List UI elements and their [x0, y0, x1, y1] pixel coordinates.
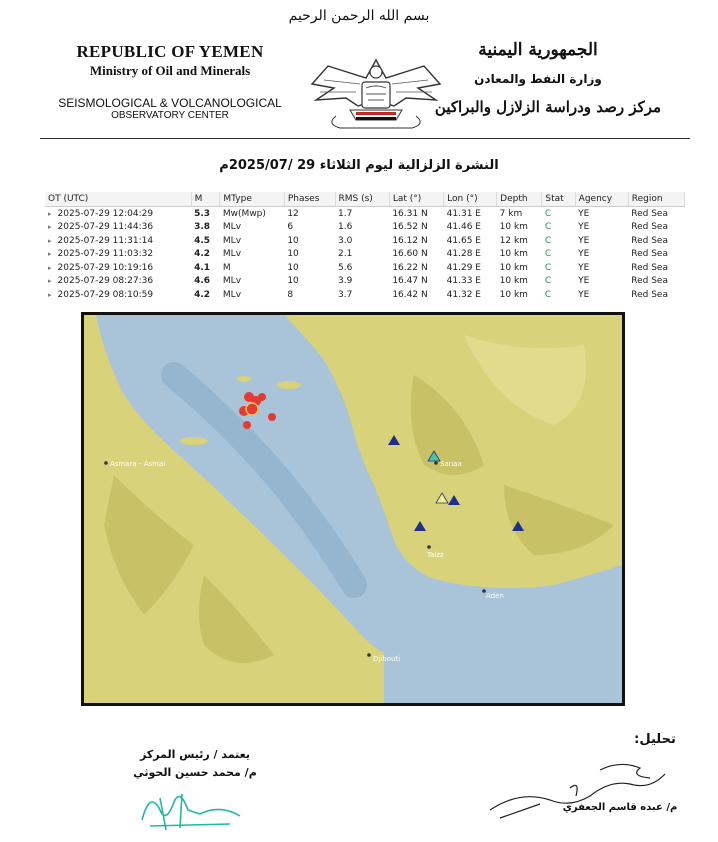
yemen-eagle-emblem-icon — [306, 54, 446, 132]
expand-arrow-icon[interactable]: ▸ — [48, 290, 52, 299]
island — [180, 437, 208, 445]
table-cell: C — [544, 208, 552, 219]
seismic-map — [81, 312, 625, 706]
ar-ministry-name: وزارة النفط والمعادن — [474, 72, 602, 86]
table-cell: 10 km — [499, 249, 528, 260]
origin-time: 2025-07-29 10:19:16 — [57, 262, 154, 273]
column-header[interactable]: Phases — [284, 192, 335, 207]
header-divider — [40, 138, 690, 139]
column-header[interactable]: Region — [628, 192, 684, 207]
table-cell: 16.12 N — [392, 235, 428, 246]
table-cell: 10 — [287, 235, 299, 246]
table-cell: Red Sea — [631, 276, 668, 287]
table-cell — [45, 234, 191, 248]
ar-country-title: الجمهورية اليمنية — [478, 40, 598, 60]
table-cell: 3.0 — [338, 235, 353, 246]
table-cell: 4.2 — [194, 249, 211, 260]
expand-arrow-icon[interactable]: ▸ — [48, 250, 52, 259]
ar-center-name: مركز رصد ودراسة الزلازل والبراكين — [434, 98, 662, 116]
table-cell — [45, 248, 191, 262]
table-cell: 10 — [287, 262, 299, 273]
table-cell: Red Sea — [631, 235, 668, 246]
table-cell: 10 km — [499, 262, 528, 273]
column-header[interactable]: RMS (s) — [335, 192, 389, 207]
table-cell: 4.2 — [194, 289, 211, 300]
en-center-name-line1: SEISMOLOGICAL & VOLCANOLOGICAL — [58, 96, 282, 110]
table-cell: C — [544, 276, 552, 287]
island — [237, 376, 251, 382]
table-cell: 41.31 E — [446, 208, 481, 219]
table-cell: Red Sea — [631, 289, 668, 300]
table-cell: C — [544, 289, 552, 300]
column-header[interactable]: Lat (°) — [389, 192, 443, 207]
column-header[interactable]: Agency — [575, 192, 628, 207]
table-row[interactable] — [45, 221, 685, 235]
city-dot — [104, 461, 108, 465]
table-cell: Red Sea — [631, 208, 668, 219]
table-cell: C — [544, 222, 552, 233]
approver-title: يعتمد / رئيس المركز — [140, 748, 250, 761]
column-header[interactable]: Lon (°) — [444, 192, 497, 207]
map-svg — [84, 315, 622, 703]
table-cell: 6 — [287, 222, 294, 233]
city-label-aden: Aden — [486, 592, 504, 600]
epicenter-marker-main — [246, 403, 258, 415]
table-cell: YE — [578, 222, 590, 233]
table-cell: YE — [578, 262, 590, 273]
table-cell: YE — [578, 276, 590, 287]
city-dot — [367, 653, 371, 657]
table-cell: 8 — [287, 289, 294, 300]
table-cell: YE — [578, 249, 590, 260]
table-cell: MLv — [222, 289, 242, 300]
table-row[interactable] — [45, 234, 685, 248]
en-center-name-line2: OBSERVATORY CENTER — [111, 110, 229, 121]
table-cell: 10 km — [499, 276, 528, 287]
basmala: بسم الله الرحمن الرحيم — [288, 8, 430, 24]
column-header[interactable]: MType — [220, 192, 284, 207]
table-cell: 1.7 — [338, 208, 353, 219]
table-cell: 3.7 — [338, 289, 353, 300]
table-cell: C — [544, 249, 552, 260]
table-row[interactable] — [45, 248, 685, 262]
table-cell: 41.65 E — [446, 235, 481, 246]
earthquake-table — [45, 192, 685, 302]
approver-name: م/ محمد حسين الحوثي — [133, 766, 257, 779]
table-cell: 16.47 N — [392, 276, 428, 287]
origin-time: 2025-07-29 11:03:32 — [57, 249, 154, 260]
table-row[interactable] — [45, 207, 685, 221]
table-cell — [45, 288, 191, 302]
origin-time: 2025-07-29 11:31:14 — [57, 235, 154, 246]
table-cell: 41.29 E — [446, 262, 481, 273]
table-row[interactable] — [45, 275, 685, 289]
table-cell: M — [222, 262, 231, 273]
table-cell: 16.52 N — [392, 222, 428, 233]
table-cell: 5.3 — [194, 208, 211, 219]
en-country-title: REPUBLIC OF YEMEN — [76, 42, 264, 61]
table-cell: 10 km — [499, 222, 528, 233]
epicenter-marker — [243, 421, 251, 429]
table-cell: 41.33 E — [446, 276, 481, 287]
table-cell — [45, 221, 191, 235]
table-cell: YE — [578, 289, 590, 300]
column-header[interactable]: Stat — [542, 192, 575, 207]
table-cell: 10 — [287, 276, 299, 287]
table-row[interactable] — [45, 261, 685, 275]
table-cell: 2.1 — [338, 249, 353, 260]
table-cell: 12 — [287, 208, 299, 219]
table-cell: 4.1 — [194, 262, 211, 273]
expand-arrow-icon[interactable]: ▸ — [48, 277, 52, 286]
table-cell: Red Sea — [631, 222, 668, 233]
table-cell: 12 km — [499, 235, 528, 246]
table-cell: Mw(Mwp) — [222, 208, 266, 219]
table-cell: 3.8 — [194, 222, 211, 233]
city-dot — [434, 461, 438, 465]
table-cell: 41.28 E — [446, 249, 481, 260]
analyst-name: م/ عبده قاسم الجعفري — [562, 802, 678, 813]
table-cell: 4.5 — [194, 235, 211, 246]
expand-arrow-icon[interactable]: ▸ — [48, 223, 52, 232]
table-cell: C — [544, 262, 552, 273]
en-ministry-name: Ministry of Oil and Minerals — [89, 63, 251, 78]
expand-arrow-icon[interactable]: ▸ — [48, 263, 52, 272]
table-cell: Red Sea — [631, 262, 668, 273]
approver-signature-icon — [130, 780, 250, 836]
origin-time: 2025-07-29 08:27:36 — [57, 276, 154, 287]
table-cell: 3.9 — [338, 276, 353, 287]
table-cell: 7 km — [499, 208, 523, 219]
table-cell: 41.46 E — [446, 222, 481, 233]
table-cell: MLv — [222, 235, 242, 246]
table-cell: YE — [578, 208, 590, 219]
expand-arrow-icon[interactable]: ▸ — [48, 236, 52, 245]
table-cell: 16.22 N — [392, 262, 428, 273]
origin-time: 2025-07-29 11:44:36 — [57, 222, 154, 233]
epicenter-marker — [268, 413, 276, 421]
table-cell: 1.6 — [338, 222, 353, 233]
table-cell: MLv — [222, 249, 242, 260]
city-label-taizz: Taizz — [427, 551, 444, 559]
origin-time: 2025-07-29 08:10:59 — [57, 289, 154, 300]
bulletin-title: النشرة الزلزالية ليوم الثلاثاء 29 /2025/07م — [219, 158, 499, 173]
table-row[interactable] — [45, 288, 685, 302]
table-cell — [45, 275, 191, 289]
origin-time: 2025-07-29 12:04:29 — [57, 208, 154, 219]
analyst-title: تحليل: — [634, 732, 676, 747]
table-cell: 10 km — [499, 289, 528, 300]
table-cell: MLv — [222, 222, 242, 233]
city-label-djibouti: Djibouti — [373, 655, 401, 663]
analyst-signature-icon — [480, 740, 680, 830]
table-cell: 16.42 N — [392, 289, 428, 300]
table-cell: 5.6 — [338, 262, 353, 273]
table-cell: C — [544, 235, 552, 246]
column-header[interactable]: OT (UTC) — [45, 192, 191, 207]
table-header-row — [45, 192, 685, 207]
expand-arrow-icon[interactable]: ▸ — [48, 209, 52, 218]
column-header[interactable]: M — [191, 192, 220, 207]
table-cell — [45, 207, 191, 221]
island — [277, 381, 301, 389]
column-header[interactable]: Depth — [497, 192, 542, 207]
table-cell — [45, 261, 191, 275]
table-cell: 16.60 N — [392, 249, 428, 260]
city-label-asmara: Asmara - Asmai — [110, 460, 166, 468]
table-cell: Red Sea — [631, 249, 668, 260]
table-cell: 10 — [287, 249, 299, 260]
table-cell: YE — [578, 235, 590, 246]
table-cell: 41.32 E — [446, 289, 481, 300]
table-cell: MLv — [222, 276, 242, 287]
city-label-sanaa: Sanaa — [440, 460, 462, 468]
table-cell: 16.31 N — [392, 208, 428, 219]
city-dot — [427, 545, 431, 549]
epicenter-marker — [258, 393, 266, 401]
table-cell: 4.6 — [194, 276, 211, 287]
